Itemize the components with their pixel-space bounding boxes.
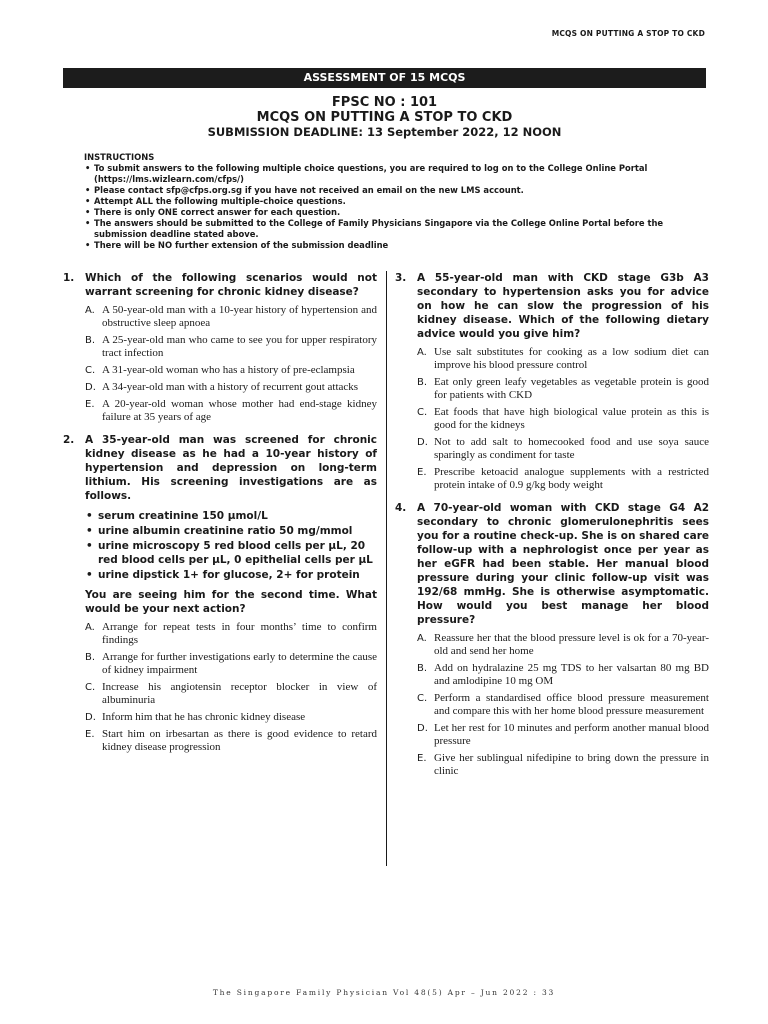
option-b [417,662,709,688]
option-text: A 25-year-old man who came to see you for upper respiratory tract infection [102,334,377,359]
instruction-item: • There will be NO further extension of the submission deadline [84,240,694,251]
option-e [417,466,709,492]
finding-item: • serum creatinine 150 μmol/L [85,509,377,523]
assessment-banner: ASSESSMENT OF 15 MCQS [63,68,706,88]
instructions-heading: INSTRUCTIONS [84,152,155,162]
question-number: 4. [395,502,407,514]
option-a [85,304,377,330]
option-letter: D. [417,723,428,734]
option-text: A 34-year-old man with a history of recurrent gout attacks [102,381,359,393]
option-letter: E. [85,729,95,740]
option-c [85,364,377,377]
option-list [417,632,709,778]
option-e [85,398,377,424]
option-letter: B. [85,335,96,346]
option-letter: C. [85,682,96,693]
option-c [85,681,377,707]
option-text: Arrange for repeat tests in four months’ time to confirm findings [102,621,377,646]
question-4 [395,501,709,778]
question-text: Which of the following scenarios would not warrant screening for chronic kidney disease? [85,272,377,298]
option-text: Reassure her that the blood pressure level is ok for a 70-year-old and send her home [434,632,709,657]
instruction-item: • Attempt ALL the following multiple-choice questions. [84,196,694,207]
page-footer: The Singapore Family Physician Vol 48(5) Apr – Jun 2022 : 33 [212,988,556,997]
question-text: A 70-year-old woman with CKD stage G4 A2 secondary to chronic glomerulonephritis sees you for a routine check-up. She is on shared care follow-up with a nephrologist once per year as her eGFR had been stable. Her manual blood pressure during your clinic follow-up visit was 192/68 mmHg. She is otherwise asymptomatic. How would you best manage her blood pressure? [417,502,709,626]
question-text: A 35-year-old man was screened for chronic kidney disease as he had a 10-year history of hypertension and depression on long-term lithium. His screening investigations are as follows. [85,434,377,502]
option-b [417,376,709,402]
question-2 [63,433,377,754]
instruction-item: • The answers should be submitted to the College of Family Physicians Singapore via the College Online Portal before the submission deadline stated above. [84,218,694,240]
option-d [417,436,709,462]
option-letter: E. [85,399,95,410]
option-e [417,752,709,778]
option-letter: A. [417,633,427,644]
option-e [85,728,377,754]
running-head: MCQS ON PUTTING A STOP TO CKD [551,29,705,38]
option-b [85,334,377,360]
option-letter: B. [85,652,96,663]
option-letter: D. [417,437,428,448]
option-text: Increase his angiotensin receptor blocker in view of albuminuria [102,681,377,706]
option-letter: D. [85,382,96,393]
question-text: A 55-year-old man with CKD stage G3b A3 secondary to hypertension asks you for advice on how he can slow the progression of his kidney disease. Which of the following dietary advice would you give him? [417,272,709,340]
option-c [417,406,709,432]
option-text: Add on hydralazine 25 mg TDS to her valsartan 80 mg BD and amlodipine 10 mg OM [434,662,709,687]
option-b [85,651,377,677]
option-text: Not to add salt to homecooked food and use soya sauce sparingly as condiment for taste [434,436,709,461]
option-a [417,346,709,372]
option-letter: B. [417,377,428,388]
option-list [85,621,377,754]
option-letter: C. [417,693,428,704]
column-divider [386,271,387,866]
option-letter: E. [417,467,427,478]
option-letter: D. [85,712,96,723]
question-followup: You are seeing him for the second time. What would be your next action? [85,589,377,615]
option-d [85,711,377,724]
question-1 [63,271,377,424]
option-letter: A. [417,347,427,358]
option-list [417,346,709,492]
option-text: Eat only green leafy vegetables as vegetable protein is good for patients with CKD [434,376,709,401]
right-column [395,271,709,787]
finding-item: • urine dipstick 1+ for glucose, 2+ for protein [85,568,377,582]
option-text: Prescribe ketoacid analogue supplements with a restricted protein intake of 0.9 g/kg body weight [434,466,709,491]
option-list [85,304,377,424]
instructions-list [84,163,694,251]
option-a [85,621,377,647]
investigation-findings [85,509,377,582]
option-text: Let her rest for 10 minutes and perform another manual blood pressure [434,722,709,747]
question-number: 1. [63,272,75,284]
option-text: Use salt substitutes for cooking as a low sodium diet can improve his blood pressure control [434,346,709,371]
option-a [417,632,709,658]
option-letter: A. [85,305,95,316]
instruction-item: • To submit answers to the following multiple choice questions, you are required to log on to the College Online Portal (https://lms.wizlearn.com/cfps/) [84,163,694,185]
option-letter: A. [85,622,95,633]
left-column [63,271,377,763]
title-block [63,95,706,139]
option-letter: C. [417,407,428,418]
option-d [417,722,709,748]
finding-item: • urine microscopy 5 red blood cells per μL, 20 red blood cells per μL, 0 epithelial cells per μL [85,539,377,567]
option-letter: B. [417,663,428,674]
instruction-item: • There is only ONE correct answer for each question. [84,207,694,218]
option-c [417,692,709,718]
question-number: 2. [63,434,75,446]
option-text: Start him on irbesartan as there is good evidence to retard kidney disease progression [102,728,377,753]
instructions [84,152,694,251]
option-letter: E. [417,753,427,764]
question-number: 3. [395,272,407,284]
option-text: Inform him that he has chronic kidney disease [102,711,306,723]
page-title: MCQS ON PUTTING A STOP TO CKD [256,110,513,125]
question-3 [395,271,709,492]
submission-deadline: SUBMISSION DEADLINE: 13 September 2022, 12 NOON [207,125,562,139]
instruction-item: • Please contact sfp@cfps.org.sg if you have not received an email on the new LMS account. [84,185,694,196]
option-text: Eat foods that have high biological value protein as this is good for the kidneys [434,406,709,431]
option-text: Arrange for further investigations early to determine the cause of kidney impairment [102,651,377,676]
fpsc-number: FPSC NO : 101 [331,95,438,110]
option-text: Perform a standardised office blood pressure measurement and compare this with her home blood pressure measurement [434,692,709,717]
option-text: A 20-year-old woman whose mother had end-stage kidney failure at 35 years of age [102,398,377,423]
option-text: A 31-year-old woman who has a history of pre-eclampsia [102,364,355,376]
finding-item: • urine albumin creatinine ratio 50 mg/mmol [85,524,377,538]
option-letter: C. [85,365,96,376]
option-d [85,381,377,394]
option-text: A 50-year-old man with a 10-year history of hypertension and obstructive sleep apnoea [102,304,377,329]
option-text: Give her sublingual nifedipine to bring down the pressure in clinic [434,752,709,777]
